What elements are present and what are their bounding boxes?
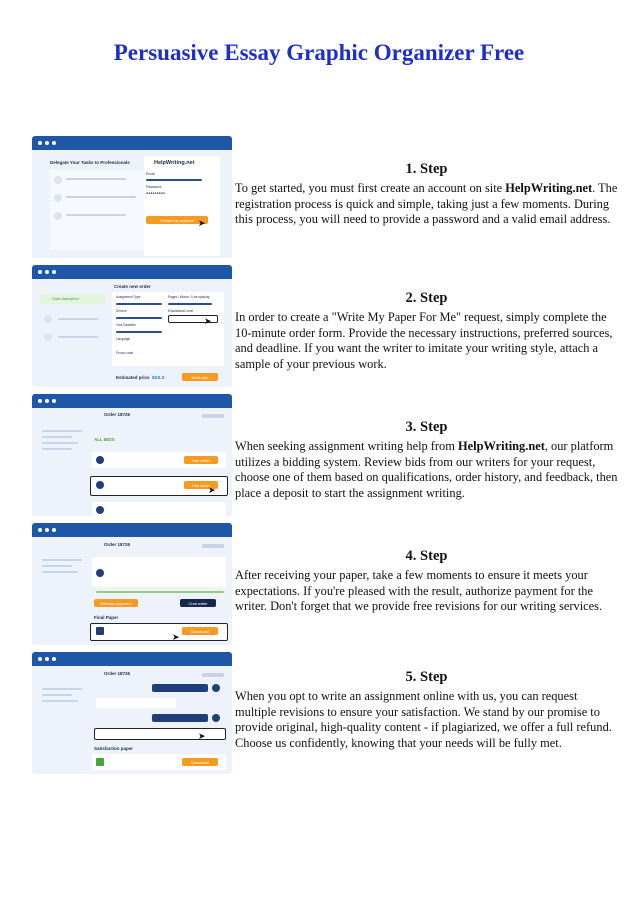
step-4-heading: 4. Step	[405, 548, 448, 564]
step-3	[235, 418, 618, 501]
step-4	[235, 547, 618, 615]
cursor-icon: ➤	[198, 219, 206, 229]
feature-dot	[54, 212, 62, 220]
screen-heading: Order 18726	[104, 412, 131, 417]
screenshot-payment: Order 18726 Release payment Chat writer Final Paper Download ➤	[32, 523, 232, 645]
page-title: Persuasive Essay Graphic Organizer Free	[113, 40, 525, 65]
cursor-icon: ➤	[204, 317, 212, 327]
writer-avatar	[96, 569, 104, 577]
screenshot-order-form: Create new order Order description Assignment Type Pages / Words / Line spacing Service Educational Level Your Deadline Language Promo code ➤ Estimated price $XX.X Next step	[32, 265, 232, 387]
window-bar	[32, 265, 232, 279]
brand-link[interactable]: HelpWriting.net	[457, 439, 545, 453]
cursor-icon: ➤	[208, 486, 216, 496]
file-icon	[96, 758, 104, 766]
email-field[interactable]	[146, 179, 202, 181]
writer-card	[92, 557, 226, 587]
chat-bubble	[96, 698, 176, 708]
cursor-icon: ➤	[172, 633, 180, 643]
screen-heading: Create new order	[114, 284, 151, 289]
step-3-heading: 3. Step	[405, 419, 448, 435]
writer-avatar	[96, 506, 104, 514]
hire-writer-button[interactable]: Hire writer	[184, 456, 218, 464]
feature-dot	[54, 194, 62, 202]
writer-avatar	[96, 481, 104, 489]
step-1-text: To get started, you must first create an account on site HelpWriting.net. The registration process is quick and simple, taking just a few moments. During this process, you will need to provide a password and a valid email address.	[235, 181, 618, 227]
avatar	[212, 714, 220, 722]
avatar	[212, 684, 220, 692]
window-bar	[32, 394, 232, 408]
step-5	[235, 668, 618, 751]
step-4-text: After receiving your paper, take a few moments to ensure it meets your expectations. If you're pleased with the result, authorize payment for the writer. Don't forget that we provide free revisions for our writing services.	[235, 568, 603, 614]
download-button[interactable]: Download	[182, 627, 218, 635]
logo: HelpWriting.net	[154, 160, 195, 166]
writer-avatar	[96, 456, 104, 464]
hire-writer-button[interactable]: Hire writer	[184, 481, 218, 489]
screenshot-bids: Order 18726 ALL BIDS Hire writer Hire writer ➤	[32, 394, 232, 516]
screen-heading: Order 18726	[104, 542, 131, 547]
file-icon	[96, 627, 104, 635]
step-5-text: When you opt to write an assignment online with us, you can request multiple revisions to ensure your satisfaction. We stand by our promise to provide original, high-quality content - if plagiarized, we offer a full refund. Choose us confidently, knowing that your needs will be fully met.	[235, 689, 612, 750]
cursor-icon: ➤	[198, 732, 206, 742]
release-payment-button[interactable]: Release payment	[94, 599, 138, 607]
window-bar	[32, 136, 232, 150]
chat-bubble	[152, 714, 208, 722]
chat-writer-button[interactable]: Chat writer	[180, 599, 216, 607]
brand-link[interactable]: HelpWriting.net	[505, 181, 593, 195]
step-2-text: In order to create a "Write My Paper For Me" request, simply complete the 10-minute order form. Provide the necessary instructions, preferred sources, and deadline. If you want the writer to imitate your writing style, attach a sample of your previous work.	[235, 310, 613, 371]
bid-row	[92, 502, 226, 516]
step-1-heading: 1. Step	[405, 161, 448, 177]
password-label: Password	[146, 185, 162, 189]
screenshot-register	[32, 136, 232, 258]
screen-heading: Delegate Your Tasks to Professionals	[50, 160, 130, 165]
message-input[interactable]	[94, 728, 226, 740]
window-bar	[32, 523, 232, 537]
create-account-button[interactable]: Create my account	[146, 216, 208, 224]
screen-heading: Order 18726	[104, 671, 131, 676]
step-3-text: When seeking assignment writing help from HelpWriting.net, our platform utilizes a bidding system. Review bids from our writers for your request, choose one of them based on qualifications, order history, and feedback, then place a deposit to start the assignment writing.	[235, 439, 618, 500]
step-2-heading: 2. Step	[405, 290, 448, 306]
password-field[interactable]: ●●●●●●●●●	[146, 191, 166, 195]
signup-form	[144, 156, 220, 256]
next-step-button[interactable]: Next step	[182, 373, 218, 381]
window-bar	[32, 652, 232, 666]
screenshot-revisions: Order 18726 ➤ Satisfaction paper Download	[32, 652, 232, 774]
step-5-heading: 5. Step	[405, 669, 448, 685]
feature-dot	[54, 176, 62, 184]
chat-bubble	[152, 684, 208, 692]
step-1	[235, 160, 618, 228]
email-label: Email	[146, 172, 155, 176]
step-2	[235, 289, 618, 372]
download-button[interactable]: Download	[182, 758, 218, 766]
